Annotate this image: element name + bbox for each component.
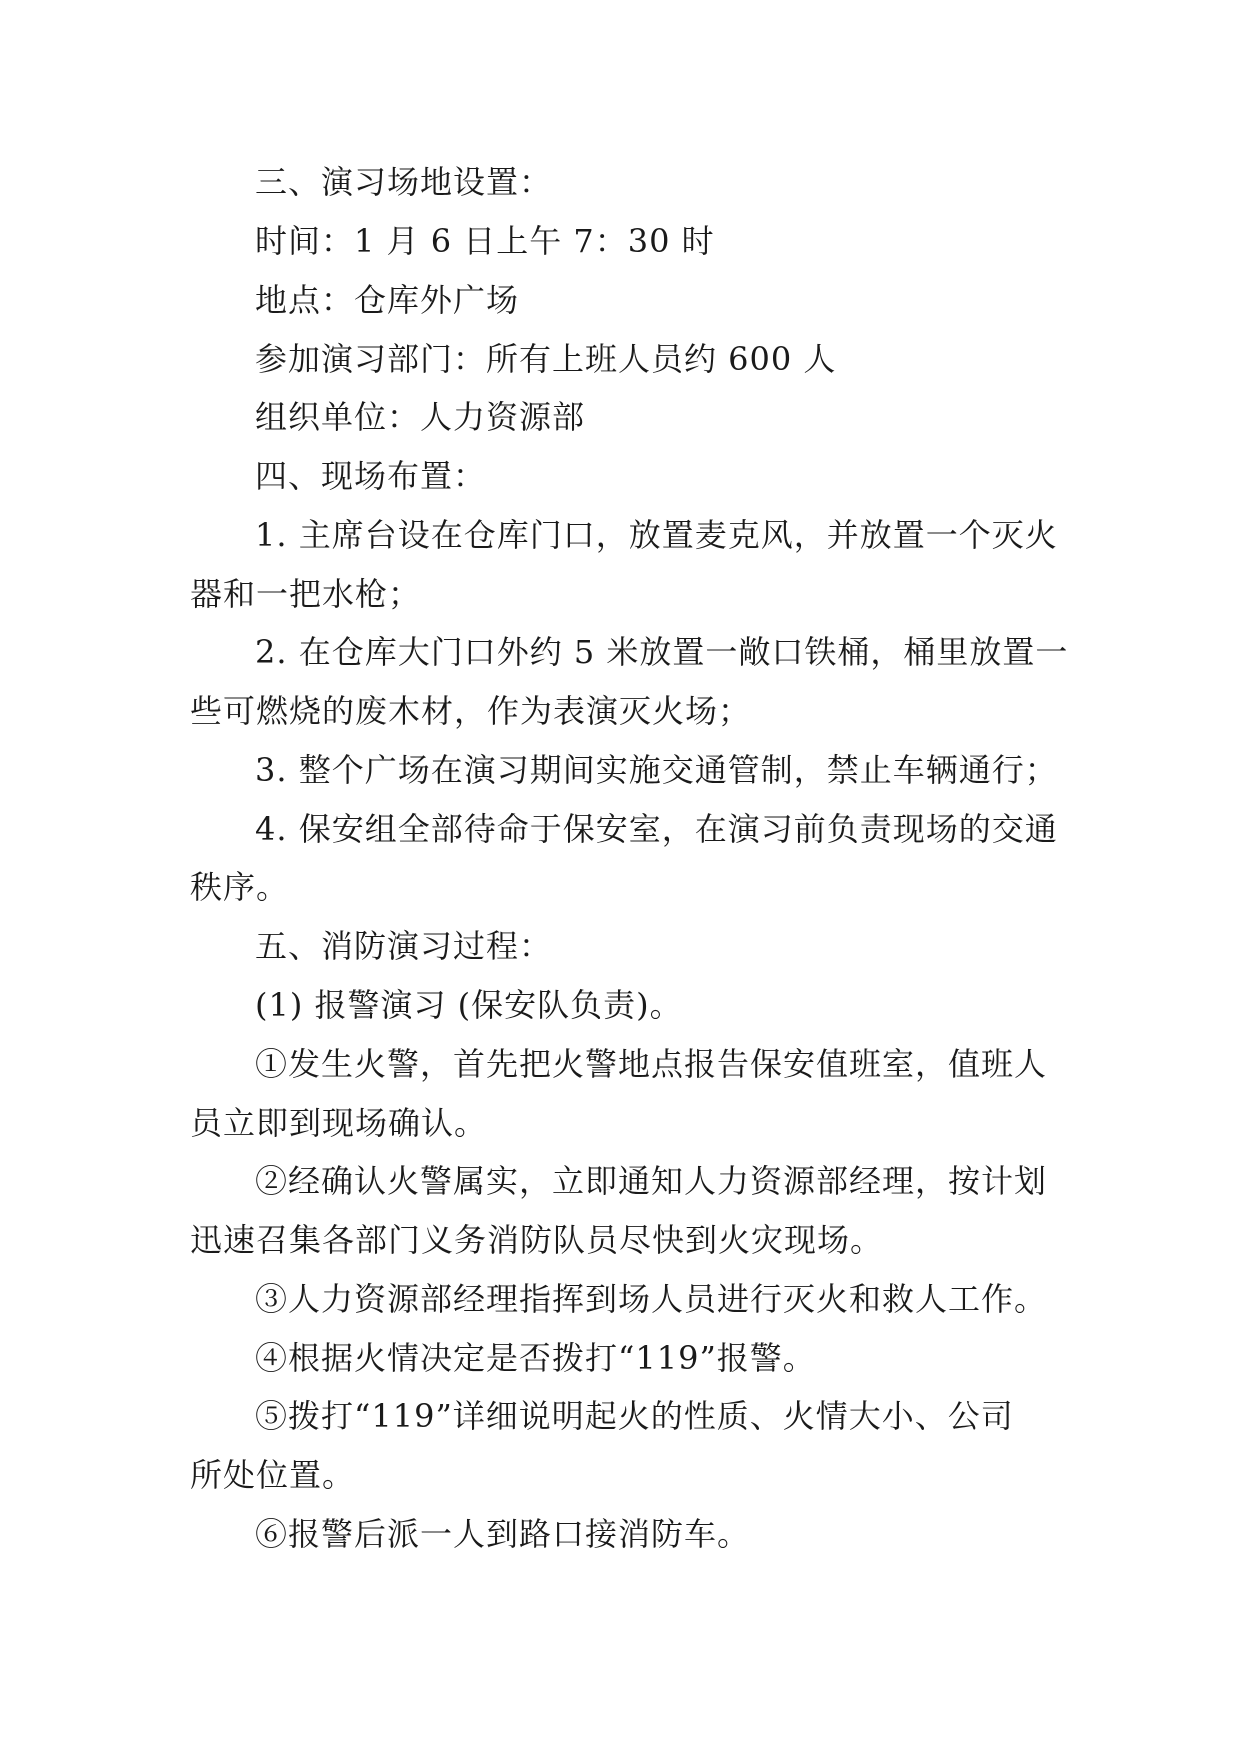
step-6: ⑥报警后派一人到路口接消防车。	[255, 1515, 751, 1553]
heading-site-layout: 四、现场布置：	[255, 457, 487, 495]
subheading-alarm-drill: (1) 报警演习 (保安队负责)。	[255, 986, 683, 1024]
step-1-line-2: 员立即到现场确认。	[190, 1104, 488, 1142]
paragraph-1-line-1: 1. 主席台设在仓库门口，放置麦克风，并放置一个灭火	[255, 516, 1058, 554]
text-time: 时间：1 月 6 日上午 7：30 时	[255, 222, 715, 260]
heading-site-setup: 三、演习场地设置：	[255, 163, 553, 201]
paragraph-3: 3. 整个广场在演习期间实施交通管制，禁止车辆通行；	[255, 751, 1058, 789]
step-3: ③人力资源部经理指挥到场人员进行灭火和救人工作。	[255, 1280, 1048, 1318]
text-participants: 参加演习部门：所有上班人员约 600 人	[255, 340, 837, 378]
step-2-line-1: ②经确认火警属实，立即通知人力资源部经理，按计划	[255, 1162, 1048, 1200]
step-5-line-2: 所处位置。	[190, 1456, 356, 1494]
step-1-line-1: ①发生火警，首先把火警地点报告保安值班室，值班人	[255, 1045, 1048, 1083]
paragraph-4-line-1: 4. 保安组全部待命于保安室，在演习前负责现场的交通	[255, 810, 1058, 848]
step-2-line-2: 迅速召集各部门义务消防队员尽快到火灾现场。	[190, 1221, 884, 1259]
text-location: 地点：仓库外广场	[255, 281, 520, 319]
step-4: ④根据火情决定是否拨打“119”报警。	[255, 1339, 816, 1377]
paragraph-2-line-2: 些可燃烧的废木材，作为表演灭火场；	[190, 692, 752, 730]
paragraph-4-line-2: 秩序。	[190, 868, 290, 906]
step-5-line-1: ⑤拨打“119”详细说明起火的性质、火情大小、公司	[255, 1397, 1014, 1435]
heading-drill-process: 五、消防演习过程：	[255, 927, 553, 965]
paragraph-2-line-1: 2. 在仓库大门口外约 5 米放置一敞口铁桶，桶里放置一	[255, 633, 1069, 671]
text-organizer: 组织单位：人力资源部	[255, 398, 586, 436]
paragraph-1-line-2: 器和一把水枪；	[190, 575, 422, 613]
